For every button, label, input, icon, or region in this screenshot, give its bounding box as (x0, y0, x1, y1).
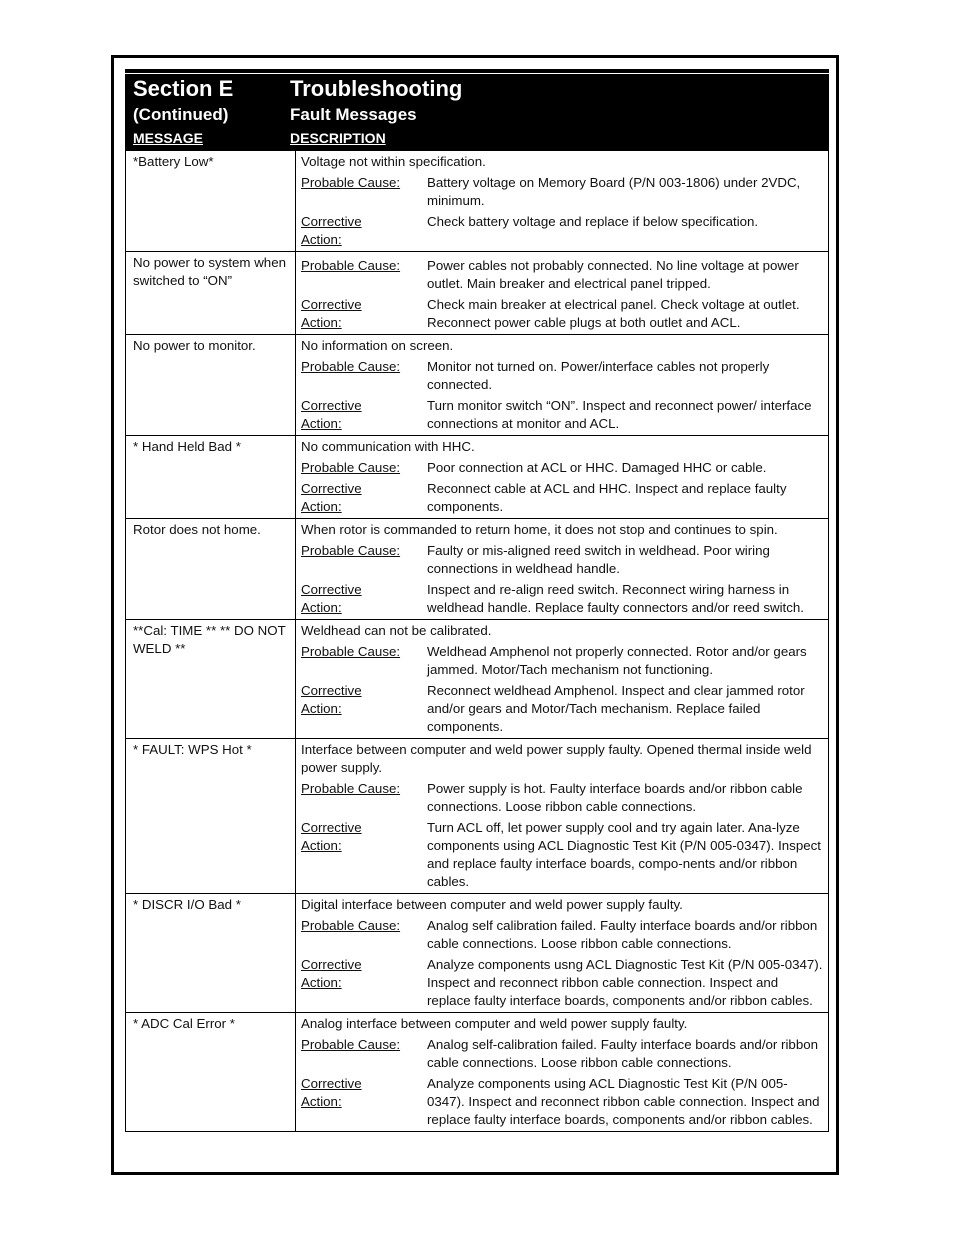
description-text: Analog interface between computer and weld power supply faulty. (301, 1016, 688, 1031)
corrective-action-label (301, 819, 427, 891)
action-word: Action: (301, 499, 342, 514)
corrective-action-label (301, 480, 427, 516)
description-text: Digital interface between computer and weld power supply faulty. (301, 897, 683, 912)
action-word: Action: (301, 1094, 342, 1109)
section-label: Section E (133, 76, 234, 101)
fault-row (126, 739, 829, 894)
fault-messages-sheet (125, 69, 829, 1132)
header-rule (125, 73, 829, 74)
fault-message: **Cal: TIME ** ** DO NOT WELD ** (126, 620, 296, 739)
fault-message: * ADC Cal Error * (126, 1013, 296, 1132)
action-word: Action: (301, 416, 342, 431)
description-text: No communication with HHC. (301, 439, 475, 454)
corrective-action-label (301, 581, 427, 617)
action-word: Action: (301, 838, 342, 853)
corrective-action-label (301, 1075, 427, 1129)
probable-cause-text: Power cables not probably connected. No line voltage at power outlet. Main breaker and electrical panel tripped. (427, 258, 799, 291)
probable-cause-text: Battery voltage on Memory Board (P/N 003-1806) under 2VDC, minimum. (427, 175, 801, 208)
corrective-action-label (301, 682, 427, 736)
probable-cause-text: Weldhead Amphenol not properly connected. Rotor and/or gears jammed. Motor/Tach mechanism not functioning. (427, 644, 807, 677)
probable-cause-label: Probable Cause: (301, 543, 401, 558)
probable-cause (301, 358, 824, 394)
corrective-action-text: Turn ACL off, let power supply cool and try again later. Ana-lyze components using ACL Diagnostic Test Kit (P/N 005-0347). Inspect and replace faulty interface boards, compo-nents and/or ribbon cables. (427, 820, 821, 889)
probable-cause-label: Probable Cause: (301, 460, 401, 475)
fault-description (296, 1013, 829, 1132)
corrective-word: Corrective (301, 582, 362, 597)
corrective-word: Corrective (301, 1076, 362, 1091)
action-word: Action: (301, 701, 342, 716)
fault-row (126, 1013, 829, 1132)
corrective-action (301, 480, 824, 516)
action-word: Action: (301, 600, 342, 615)
fault-message: No power to monitor. (126, 335, 296, 436)
fault-row (126, 436, 829, 519)
corrective-word: Corrective (301, 297, 362, 312)
fault-table (125, 150, 829, 1132)
corrective-action-text: Analyze components using ACL Diagnostic Test Kit (P/N 005-0347). Inspect and reconnect ribbon cable connection. Inspect and replace faulty interface boards, components and/or ribbon cables. (427, 1076, 820, 1127)
probable-cause (301, 257, 824, 293)
probable-cause-label: Probable Cause: (301, 918, 401, 933)
probable-cause-label: Probable Cause: (301, 258, 401, 273)
fault-description (296, 894, 829, 1013)
probable-cause-label: Probable Cause: (301, 1037, 401, 1052)
action-word: Action: (301, 975, 342, 990)
probable-cause (301, 459, 824, 477)
fault-message: Rotor does not home. (126, 519, 296, 620)
fault-row (126, 620, 829, 739)
description-text: No information on screen. (301, 338, 454, 353)
probable-cause (301, 643, 824, 679)
fault-message: *Battery Low* (126, 151, 296, 252)
corrective-action-label (301, 956, 427, 1010)
corrective-action (301, 1075, 824, 1129)
fault-description (296, 519, 829, 620)
corrective-action-text: Reconnect cable at ACL and HHC. Inspect and replace faulty components. (427, 481, 787, 514)
corrective-action (301, 397, 824, 433)
fault-row (126, 519, 829, 620)
corrective-action-text: Turn monitor switch “ON”. Inspect and reconnect power/ interface connections at monitor and ACL. (427, 398, 812, 431)
description-text: When rotor is commanded to return home, it does not stop and continues to spin. (301, 522, 778, 537)
fault-description (296, 739, 829, 894)
corrective-action-text: Check main breaker at electrical panel. Check voltage at outlet. Reconnect power cable plugs at both outlet and ACL. (427, 297, 800, 330)
probable-cause (301, 917, 824, 953)
section-title: Troubleshooting (290, 76, 463, 101)
section-subtitle: Fault Messages (290, 105, 417, 124)
section-header (125, 69, 829, 150)
probable-cause-label: Probable Cause: (301, 175, 401, 190)
fault-description (296, 151, 829, 252)
description-text: Weldhead can not be calibrated. (301, 623, 492, 638)
fault-row (126, 252, 829, 335)
corrective-action-text: Inspect and re-align reed switch. Reconnect wiring harness in weldhead handle. Replace faulty connectors and/or reed switch. (427, 582, 804, 615)
corrective-action-label (301, 397, 427, 433)
probable-cause-text: Analog self calibration failed. Faulty interface boards and/or ribbon cable connections. Loose ribbon cable connections. (427, 918, 818, 951)
description-text: Voltage not within specification. (301, 154, 486, 169)
corrective-action (301, 296, 824, 332)
probable-cause-label: Probable Cause: (301, 781, 401, 796)
fault-description (296, 252, 829, 335)
corrective-action-text: Reconnect weldhead Amphenol. Inspect and clear jammed rotor and/or gears and Motor/Tach mechanism. Replace failed components. (427, 683, 805, 734)
corrective-word: Corrective (301, 957, 362, 972)
corrective-word: Corrective (301, 214, 362, 229)
description-text: Interface between computer and weld power supply faulty. Opened thermal inside weld power supply. (301, 742, 812, 775)
corrective-action (301, 956, 824, 1010)
corrective-action-label (301, 296, 427, 332)
probable-cause-text: Analog self-calibration failed. Faulty interface boards and/or ribbon cable connections. Loose ribbon cable connections. (427, 1037, 819, 1070)
fault-description (296, 436, 829, 519)
probable-cause (301, 542, 824, 578)
column-header-message: MESSAGE (133, 130, 204, 146)
fault-description (296, 335, 829, 436)
corrective-word: Corrective (301, 683, 362, 698)
fault-message: * FAULT: WPS Hot * (126, 739, 296, 894)
column-header-description: DESCRIPTION (290, 130, 386, 146)
fault-description (296, 620, 829, 739)
probable-cause-text: Faulty or mis-aligned reed switch in weldhead. Poor wiring connections in weldhead handle. (427, 543, 770, 576)
probable-cause-text: Poor connection at ACL or HHC. Damaged HHC or cable. (427, 460, 767, 475)
probable-cause (301, 1036, 824, 1072)
fault-row (126, 894, 829, 1013)
corrective-action (301, 819, 824, 891)
fault-message: * DISCR I/O Bad * (126, 894, 296, 1013)
corrective-action-text: Check battery voltage and replace if below specification. (427, 214, 759, 229)
fault-row (126, 151, 829, 252)
continued-label: (Continued) (133, 105, 229, 124)
fault-message: No power to system when switched to “ON” (126, 252, 296, 335)
probable-cause-label: Probable Cause: (301, 644, 401, 659)
corrective-action (301, 682, 824, 736)
corrective-action (301, 581, 824, 617)
action-word: Action: (301, 232, 342, 247)
action-word: Action: (301, 315, 342, 330)
corrective-action-label (301, 213, 427, 249)
probable-cause (301, 780, 824, 816)
corrective-word: Corrective (301, 820, 362, 835)
fault-row (126, 335, 829, 436)
corrective-word: Corrective (301, 481, 362, 496)
probable-cause-text: Power supply is hot. Faulty interface boards and/or ribbon cable connections. Loose ribbon cable connections. (427, 781, 803, 814)
probable-cause-label: Probable Cause: (301, 359, 401, 374)
probable-cause-text: Monitor not turned on. Power/interface cables not properly connected. (427, 359, 770, 392)
corrective-word: Corrective (301, 398, 362, 413)
corrective-action-text: Analyze components usng ACL Diagnostic Test Kit (P/N 005-0347). Inspect and reconnect ribbon cable connection. Inspect and replace faulty interface boards, components and/or ribbon cables. (427, 957, 823, 1008)
fault-message: * Hand Held Bad * (126, 436, 296, 519)
probable-cause (301, 174, 824, 210)
corrective-action (301, 213, 824, 249)
